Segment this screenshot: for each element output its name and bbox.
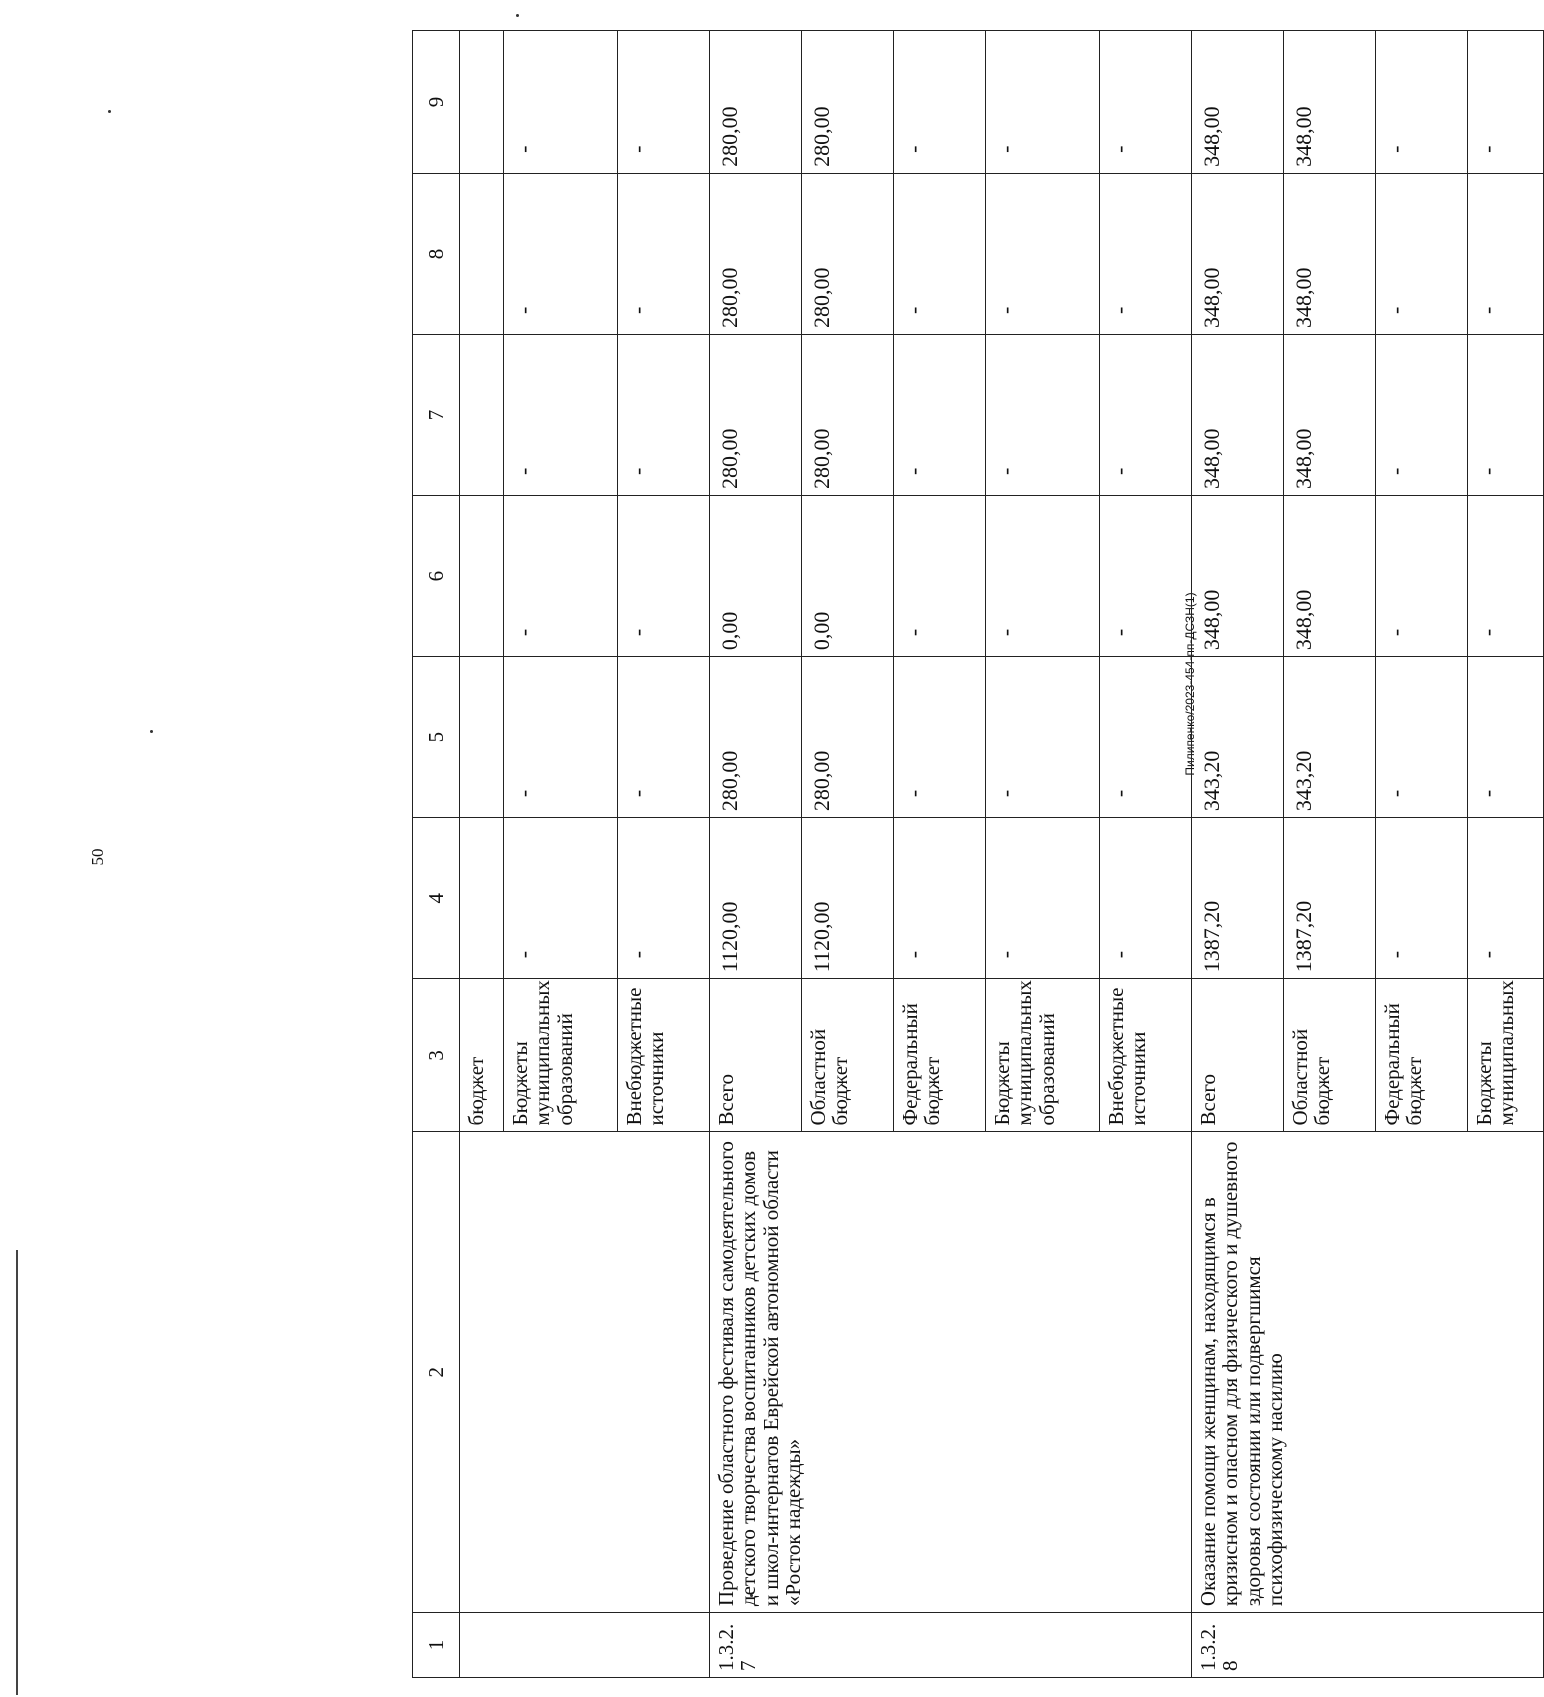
value-cell: - <box>1100 657 1192 818</box>
header-cell-col9: 9 <box>413 31 460 174</box>
value-cell: 348,00 <box>1192 173 1284 334</box>
value-cell: - <box>1468 657 1544 818</box>
value-cell: - <box>1100 818 1192 979</box>
scan-speck <box>150 730 153 733</box>
source-cell: Федеральный бюджет <box>894 979 986 1132</box>
value-cell: - <box>894 818 986 979</box>
value-cell: - <box>1100 31 1192 174</box>
source-cell: Внебюджетные источники <box>1100 979 1192 1132</box>
item-code-cell: 1.3.2. 7 <box>710 1613 1192 1678</box>
value-cell: - <box>618 496 710 657</box>
value-cell: 280,00 <box>802 31 894 174</box>
value-cell: 348,00 <box>1284 496 1376 657</box>
source-cell: Бюджеты муниципальных образований <box>504 979 618 1132</box>
document-code: Пилипенко/2023-454-пп-ДСЗН(1) <box>1183 592 1197 776</box>
value-cell: 280,00 <box>710 173 802 334</box>
value-cell: - <box>618 334 710 495</box>
value-cell: 348,00 <box>1192 334 1284 495</box>
value-cell: - <box>1100 496 1192 657</box>
value-cell: 348,00 <box>1192 31 1284 174</box>
value-cell: - <box>1100 173 1192 334</box>
name-cell-empty <box>460 1132 710 1613</box>
page-number: 50 <box>88 848 107 866</box>
value-cell: - <box>618 173 710 334</box>
value-cell: 343,20 <box>1284 657 1376 818</box>
value-cell: - <box>894 334 986 495</box>
value-cell <box>460 31 504 174</box>
value-cell <box>460 657 504 818</box>
header-cell-col7: 7 <box>413 334 460 495</box>
source-cell: Всего <box>1192 979 1284 1132</box>
source-cell: Всего <box>710 979 802 1132</box>
header-cell-col3: 3 <box>413 979 460 1132</box>
header-cell-col4: 4 <box>413 818 460 979</box>
scan-artifact-line <box>16 1250 18 1695</box>
header-cell-col6: 6 <box>413 496 460 657</box>
value-cell: - <box>986 657 1100 818</box>
code-cell-empty <box>460 1613 710 1678</box>
value-cell: - <box>1468 31 1544 174</box>
value-cell: 1120,00 <box>802 818 894 979</box>
source-cell: бюджет <box>460 979 504 1132</box>
value-cell: - <box>1376 31 1468 174</box>
value-cell: - <box>618 657 710 818</box>
value-cell: 280,00 <box>710 334 802 495</box>
value-cell <box>460 496 504 657</box>
header-cell-col2: 2 <box>413 1132 460 1613</box>
source-cell: Областной бюджет <box>802 979 894 1132</box>
value-cell: - <box>1468 818 1544 979</box>
value-cell: 0,00 <box>710 496 802 657</box>
value-cell: 348,00 <box>1284 334 1376 495</box>
value-cell: 280,00 <box>802 173 894 334</box>
value-cell: - <box>504 334 618 495</box>
item-code-cell: 1.3.2. 8 <box>1192 1613 1544 1678</box>
value-cell: - <box>618 818 710 979</box>
value-cell: 348,00 <box>1284 173 1376 334</box>
value-cell: - <box>504 657 618 818</box>
value-cell: - <box>986 818 1100 979</box>
value-cell: - <box>1100 334 1192 495</box>
value-cell: - <box>986 173 1100 334</box>
value-cell: - <box>986 334 1100 495</box>
value-cell: 280,00 <box>802 657 894 818</box>
source-cell: Бюджеты муниципальных <box>1468 979 1544 1132</box>
value-cell: - <box>504 31 618 174</box>
table-row <box>460 31 504 1678</box>
value-cell: - <box>1376 818 1468 979</box>
value-cell: 1387,20 <box>1192 818 1284 979</box>
value-cell: 348,00 <box>1284 31 1376 174</box>
value-cell: - <box>894 173 986 334</box>
value-cell: - <box>894 657 986 818</box>
header-cell-col8: 8 <box>413 173 460 334</box>
value-cell: - <box>894 496 986 657</box>
header-row <box>413 31 460 1678</box>
value-cell: 1387,20 <box>1284 818 1376 979</box>
value-cell <box>460 334 504 495</box>
source-cell: Федеральный бюджет <box>1376 979 1468 1132</box>
value-cell: - <box>1468 173 1544 334</box>
value-cell: - <box>1376 334 1468 495</box>
value-cell: - <box>986 496 1100 657</box>
value-cell: - <box>986 31 1100 174</box>
table-row <box>710 31 802 1678</box>
value-cell: - <box>1376 496 1468 657</box>
value-cell: 1120,00 <box>710 818 802 979</box>
header-cell-col5: 5 <box>413 657 460 818</box>
value-cell: 280,00 <box>710 31 802 174</box>
scan-speck <box>516 14 519 17</box>
value-cell: - <box>894 31 986 174</box>
source-cell: Бюджеты муниципальных образований <box>986 979 1100 1132</box>
source-cell: Внебюджетные источники <box>618 979 710 1132</box>
table-row <box>1192 31 1284 1678</box>
value-cell: 280,00 <box>710 657 802 818</box>
value-cell: 280,00 <box>802 334 894 495</box>
value-cell: 348,00 <box>1192 496 1284 657</box>
value-cell: - <box>504 818 618 979</box>
value-cell: - <box>504 173 618 334</box>
value-cell: - <box>1468 334 1544 495</box>
scan-speck <box>108 110 111 113</box>
value-cell <box>460 173 504 334</box>
budget-table-rotated <box>412 30 1519 1678</box>
value-cell: 0,00 <box>802 496 894 657</box>
item-name-cell: Оказание помощи женщинам, находящимся в кризисном и опасном для физического и душевного здоровья состоянии или подвергшимся психофизическому насилию <box>1192 1132 1544 1613</box>
value-cell: - <box>618 31 710 174</box>
value-cell: - <box>1468 496 1544 657</box>
value-cell: - <box>1376 657 1468 818</box>
source-cell: Областной бюджет <box>1284 979 1376 1132</box>
value-cell: - <box>504 496 618 657</box>
value-cell: - <box>1376 173 1468 334</box>
budget-table <box>412 30 1544 1678</box>
header-cell-col1: 1 <box>413 1613 460 1678</box>
item-name-cell: Проведение областного фестиваля самодеятельного детского творчества воспитанников детских домов и школ-интернатов Еврейской автономной области «Росток надежды» <box>710 1132 1192 1613</box>
value-cell <box>460 818 504 979</box>
value-cell: 343,20 <box>1192 657 1284 818</box>
